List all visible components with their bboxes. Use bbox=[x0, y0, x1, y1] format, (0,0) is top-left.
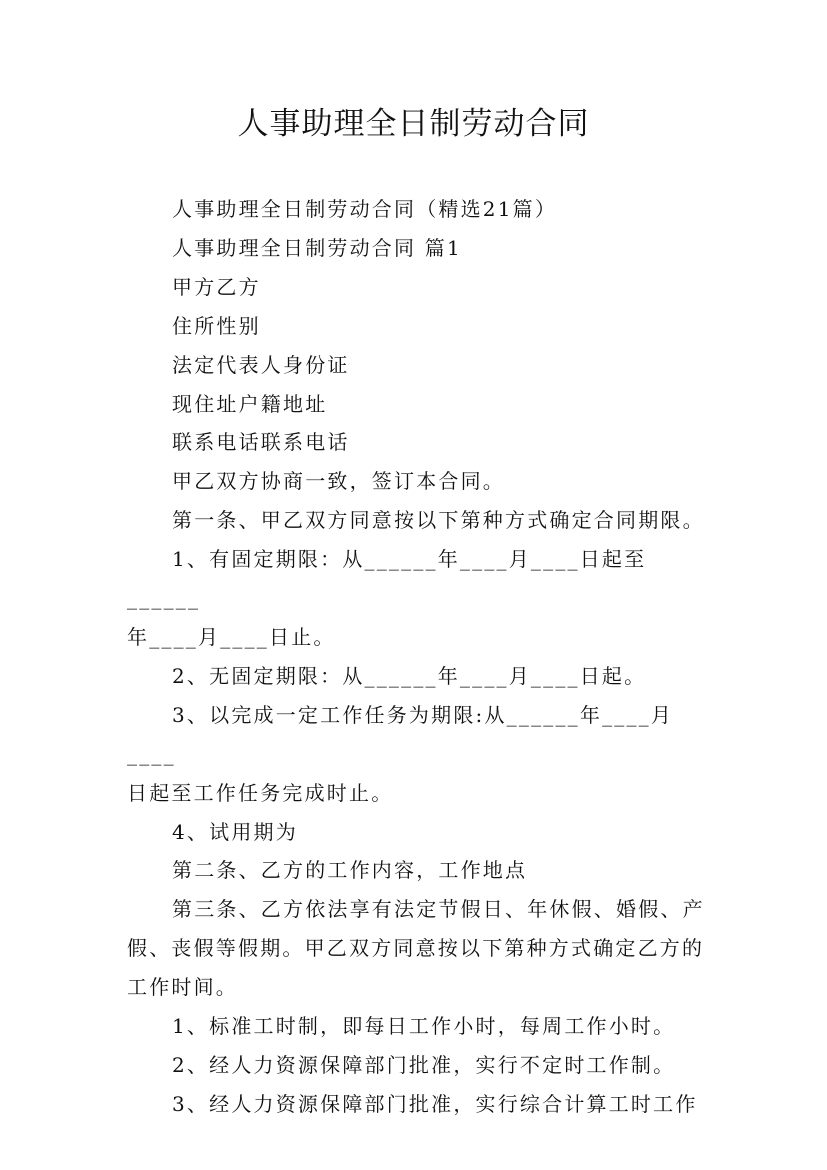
party-line: 甲方乙方 bbox=[172, 274, 261, 299]
article-3-line-3: 工作时间。 bbox=[127, 975, 238, 1000]
document-title: 人事助理全日制劳动合同 bbox=[237, 106, 590, 142]
address-gender-line: 住所性别 bbox=[172, 313, 261, 338]
representative-id-line: 法定代表人身份证 bbox=[172, 352, 350, 377]
phone-line: 联系电话联系电话 bbox=[172, 430, 350, 455]
section-heading: 人事助理全日制劳动合同 篇1 bbox=[172, 235, 462, 260]
article-3-item-1: 1、标准工时制，即每日工作小时，每周工作小时。 bbox=[172, 1014, 676, 1039]
article-1-item-1-line-1: 1、有固定期限：从______年____月____日起至______ bbox=[127, 547, 647, 611]
article-3-item-3: 3、经人力资源保障部门批准，实行综合计算工时工作 bbox=[172, 1091, 698, 1116]
agreement-line: 甲乙双方协商一致，签订本合同。 bbox=[172, 469, 505, 494]
residence-line: 现住址户籍地址 bbox=[172, 391, 328, 416]
article-1-item-2: 2、无固定期限：从______年____月____日起。 bbox=[172, 663, 647, 688]
article-1-item-3-line-2: 日起至工作任务完成时止。 bbox=[127, 780, 394, 805]
article-3-line-1: 第三条、乙方依法享有法定节假日、年休假、婚假、产 bbox=[172, 897, 705, 922]
document-subtitle: 人事助理全日制劳动合同（精选21篇） bbox=[172, 197, 558, 221]
article-3-line-2: 假、丧假等假期。甲乙双方同意按以下第种方式确定乙方的 bbox=[127, 936, 705, 961]
document-body bbox=[127, 190, 707, 1124]
article-3-item-2: 2、经人力资源保障部门批准，实行不定时工作制。 bbox=[172, 1052, 676, 1077]
article-1-item-3-line-1: 3、以完成一定工作任务为期限:从______年____月____ bbox=[127, 702, 674, 766]
article-1-heading: 第一条、甲乙双方同意按以下第种方式确定合同期限。 bbox=[172, 508, 705, 533]
article-1-item-4: 4、试用期为 bbox=[172, 819, 298, 844]
article-1-item-1-line-2: 年____月____日止。 bbox=[127, 624, 336, 649]
article-2-heading: 第二条、乙方的工作内容，工作地点 bbox=[172, 858, 528, 883]
